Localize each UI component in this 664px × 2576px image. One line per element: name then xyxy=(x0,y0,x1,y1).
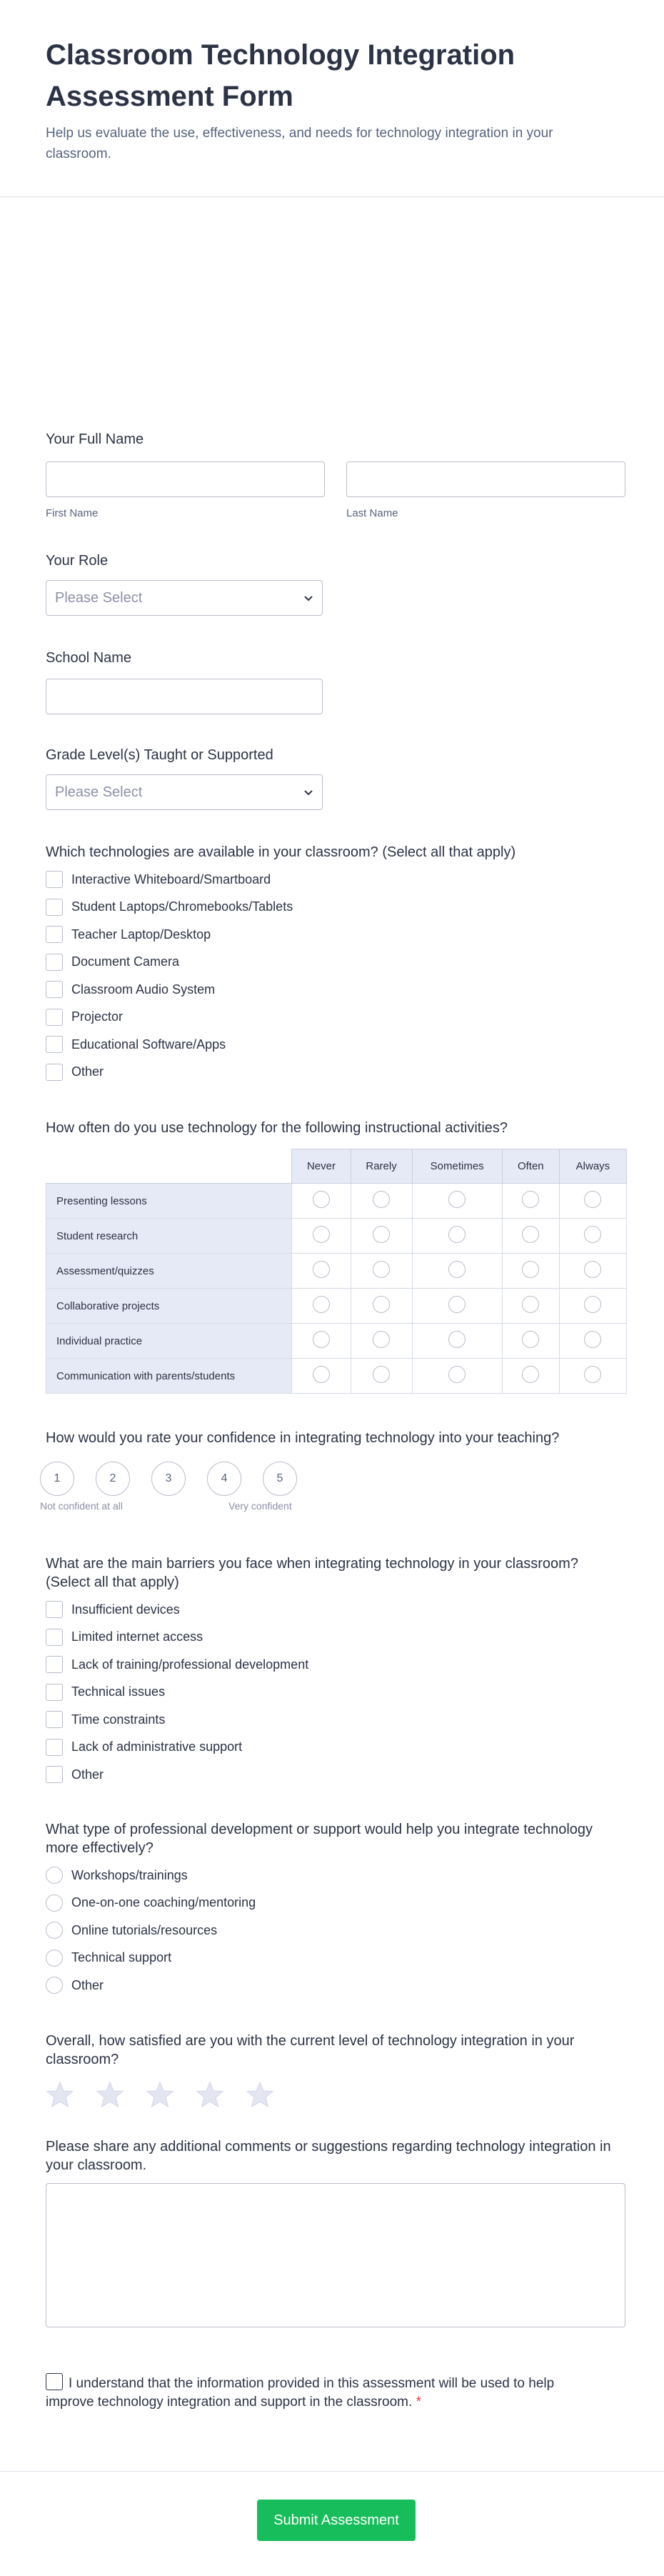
matrix-radio[interactable] xyxy=(522,1191,539,1208)
school-input[interactable] xyxy=(46,679,323,714)
matrix-radio[interactable] xyxy=(584,1366,601,1383)
matrix-row xyxy=(46,1324,627,1359)
matrix-column-header: Often xyxy=(502,1149,559,1184)
matrix-radio[interactable] xyxy=(373,1226,390,1243)
checkbox[interactable] xyxy=(46,899,63,916)
technology-option[interactable]: Classroom Audio System xyxy=(46,976,625,1004)
matrix-radio[interactable] xyxy=(522,1296,539,1313)
matrix-radio[interactable] xyxy=(448,1366,466,1383)
matrix-row-label: Assessment/quizzes xyxy=(46,1254,292,1289)
form-subtitle: Help us evaluate the use, effectiveness, and needs for technology integration in your classroom. xyxy=(46,126,553,161)
comments-question xyxy=(46,2137,625,2331)
scale-option-3[interactable]: 3 xyxy=(151,1462,186,1496)
checkbox[interactable] xyxy=(46,1064,63,1081)
matrix-radio[interactable] xyxy=(373,1366,390,1383)
radio[interactable] xyxy=(46,1977,63,1994)
barrier-option[interactable]: Time constraints xyxy=(46,1706,625,1734)
matrix-row-label: Collaborative projects xyxy=(46,1289,292,1324)
matrix-column-header: Never xyxy=(292,1149,351,1184)
checkbox[interactable] xyxy=(46,1656,63,1673)
comments-label: Please share any additional comments or suggestions regarding technology integration in your classroom. xyxy=(46,2139,611,2173)
first-name-sublabel: First Name xyxy=(46,507,99,519)
barriers-label: What are the main barriers you face when integrating technology in your classroom? (Select all that apply) xyxy=(46,1556,578,1590)
form-title: Classroom Technology Integration Assessment Form xyxy=(46,39,515,112)
checkbox[interactable] xyxy=(46,1684,63,1701)
confidence-scale xyxy=(40,1462,625,1496)
checkbox[interactable] xyxy=(46,926,63,943)
role-select[interactable] xyxy=(46,580,323,616)
support-option[interactable]: One-on-one coaching/mentoring xyxy=(46,1889,625,1917)
matrix-radio[interactable] xyxy=(313,1191,330,1208)
confidence-question xyxy=(40,1429,625,1527)
matrix-radio[interactable] xyxy=(584,1296,601,1313)
grade-select[interactable] xyxy=(46,774,323,810)
checkbox[interactable] xyxy=(46,1629,63,1646)
technology-option[interactable]: Projector xyxy=(46,1004,625,1032)
technology-option[interactable]: Other xyxy=(46,1059,625,1087)
matrix-row xyxy=(46,1254,627,1289)
matrix-radio[interactable] xyxy=(448,1331,466,1348)
role-placeholder: Please Select xyxy=(55,590,143,606)
consent-question xyxy=(46,2373,625,2412)
first-name-input[interactable] xyxy=(46,461,325,497)
frequency-question xyxy=(46,1119,625,1394)
technologies-label: Which technologies are available in your classroom? (Select all that apply) xyxy=(46,844,516,860)
matrix-radio[interactable] xyxy=(313,1331,330,1348)
matrix-row-label: Presenting lessons xyxy=(46,1184,292,1219)
support-label: What type of professional development or support would help you integrate technology more effectively? xyxy=(46,1822,593,1856)
last-name-sublabel: Last Name xyxy=(346,507,398,519)
matrix-row xyxy=(46,1219,627,1254)
grade-question xyxy=(46,746,625,810)
satisfaction-question xyxy=(46,2032,625,2109)
full-name-label: Your Full Name xyxy=(46,431,144,447)
technologies-question xyxy=(46,843,625,1086)
grade-placeholder: Please Select xyxy=(55,784,143,800)
star-rating xyxy=(46,2080,625,2109)
barrier-option[interactable]: Technical issues xyxy=(46,1679,625,1707)
barrier-option[interactable]: Limited internet access xyxy=(46,1624,625,1652)
matrix-radio[interactable] xyxy=(584,1331,601,1348)
matrix-radio[interactable] xyxy=(522,1331,539,1348)
checkbox[interactable] xyxy=(46,1711,63,1728)
checkbox[interactable] xyxy=(46,1601,63,1618)
barriers-question xyxy=(46,1554,625,1789)
matrix-radio[interactable] xyxy=(448,1191,466,1208)
scale-high-label: Very confident xyxy=(228,1500,292,1512)
barrier-option[interactable]: Other xyxy=(46,1761,625,1789)
star-icon[interactable] xyxy=(46,2080,74,2109)
star-icon[interactable] xyxy=(96,2080,124,2109)
checkbox[interactable] xyxy=(46,871,63,888)
scale-option-1[interactable]: 1 xyxy=(40,1462,74,1496)
matrix-radio[interactable] xyxy=(448,1226,466,1243)
submit-button[interactable]: Submit Assessment xyxy=(257,2500,416,2541)
support-option[interactable]: Online tutorials/resources xyxy=(46,1917,625,1945)
role-label: Your Role xyxy=(46,553,109,569)
last-name-input[interactable] xyxy=(346,461,625,497)
full-name-question xyxy=(46,430,625,519)
scale-option-5[interactable]: 5 xyxy=(263,1462,297,1496)
checkbox[interactable] xyxy=(46,1009,63,1026)
school-question xyxy=(46,649,625,714)
chevron-down-icon xyxy=(303,593,313,603)
checkbox[interactable] xyxy=(46,981,63,998)
barrier-option[interactable]: Insufficient devices xyxy=(46,1596,625,1624)
radio[interactable] xyxy=(46,1922,63,1939)
checkbox[interactable] xyxy=(46,1766,63,1783)
support-option[interactable]: Other xyxy=(46,1972,625,2000)
support-option[interactable]: Workshops/trainings xyxy=(46,1862,625,1889)
matrix-radio[interactable] xyxy=(522,1366,539,1383)
matrix-radio[interactable] xyxy=(448,1261,466,1278)
grade-label: Grade Level(s) Taught or Supported xyxy=(46,747,273,763)
star-icon[interactable] xyxy=(196,2080,224,2109)
frequency-label: How often do you use technology for the following instructional activities? xyxy=(46,1120,508,1136)
matrix-radio[interactable] xyxy=(584,1226,601,1243)
matrix-radio[interactable] xyxy=(313,1261,330,1278)
form-header xyxy=(0,0,664,197)
star-icon[interactable] xyxy=(246,2080,274,2109)
chevron-down-icon xyxy=(303,787,313,797)
matrix-row xyxy=(46,1289,627,1324)
matrix-row-label: Individual practice xyxy=(46,1324,292,1359)
checkbox[interactable] xyxy=(46,1739,63,1756)
consent-label: I understand that the information provided in this assessment will be used to help improve technology integration and support in the classroom. xyxy=(46,2376,555,2410)
checkbox[interactable] xyxy=(46,1036,63,1053)
required-mark: * xyxy=(416,2395,421,2410)
matrix-row-label: Communication with parents/students xyxy=(46,1359,292,1394)
school-label: School Name xyxy=(46,650,132,666)
technology-option[interactable]: Interactive Whiteboard/Smartboard xyxy=(46,866,625,894)
scale-option-4[interactable]: 4 xyxy=(207,1462,241,1496)
matrix-column-header: Sometimes xyxy=(412,1149,502,1184)
frequency-matrix xyxy=(46,1149,627,1394)
satisfaction-label: Overall, how satisfied are you with the current level of technology integration in your classroom? xyxy=(46,2033,575,2067)
radio[interactable] xyxy=(46,1894,63,1912)
scale-option-2[interactable]: 2 xyxy=(96,1462,130,1496)
checkbox[interactable] xyxy=(46,954,63,971)
matrix-column-header: Rarely xyxy=(351,1149,412,1184)
confidence-label: How would you rate your confidence in integrating technology into your teaching? xyxy=(46,1430,560,1446)
technology-option[interactable]: Educational Software/Apps xyxy=(46,1031,625,1059)
matrix-radio[interactable] xyxy=(313,1226,330,1243)
form-footer xyxy=(0,2471,664,2576)
matrix-radio[interactable] xyxy=(448,1296,466,1313)
technology-option[interactable]: Document Camera xyxy=(46,949,625,977)
matrix-radio[interactable] xyxy=(373,1261,390,1278)
star-icon[interactable] xyxy=(146,2080,174,2109)
matrix-radio[interactable] xyxy=(313,1296,330,1313)
matrix-radio[interactable] xyxy=(584,1191,601,1208)
matrix-radio[interactable] xyxy=(522,1261,539,1278)
role-question xyxy=(46,551,625,616)
radio[interactable] xyxy=(46,1867,63,1884)
matrix-radio[interactable] xyxy=(373,1331,390,1348)
matrix-row-label: Student research xyxy=(46,1219,292,1254)
comments-textarea[interactable] xyxy=(46,2183,625,2327)
support-options xyxy=(46,1862,625,2000)
radio[interactable] xyxy=(46,1950,63,1967)
consent-checkbox[interactable] xyxy=(46,2373,63,2390)
barrier-option[interactable]: Lack of administrative support xyxy=(46,1734,625,1762)
matrix-radio[interactable] xyxy=(313,1366,330,1383)
technology-option[interactable]: Student Laptops/Chromebooks/Tablets xyxy=(46,894,625,922)
matrix-row xyxy=(46,1359,627,1394)
support-question xyxy=(46,1820,625,2000)
barrier-option[interactable]: Lack of training/professional development xyxy=(46,1651,625,1679)
technology-option[interactable]: Teacher Laptop/Desktop xyxy=(46,921,625,949)
matrix-radio[interactable] xyxy=(584,1261,601,1278)
matrix-radio[interactable] xyxy=(373,1296,390,1313)
barriers-options xyxy=(46,1596,625,1789)
matrix-row xyxy=(46,1184,627,1219)
matrix-column-header: Always xyxy=(559,1149,626,1184)
technologies-options xyxy=(46,866,625,1086)
matrix-radio[interactable] xyxy=(522,1226,539,1243)
support-option[interactable]: Technical support xyxy=(46,1945,625,1972)
matrix-radio[interactable] xyxy=(373,1191,390,1208)
scale-low-label: Not confident at all xyxy=(40,1500,123,1512)
